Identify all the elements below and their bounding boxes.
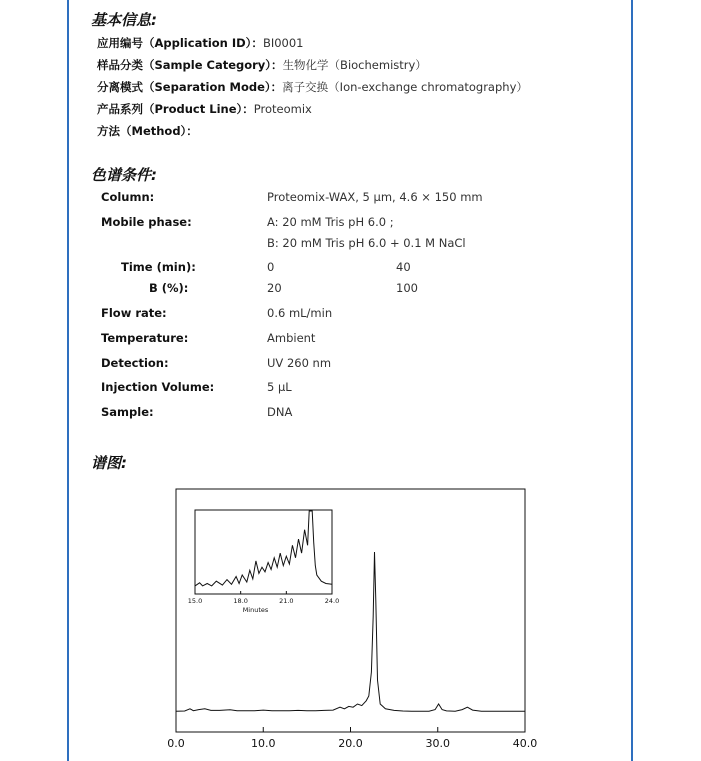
temperature-value: Ambient — [267, 331, 316, 345]
main-x-tick-label: 20.0 — [338, 737, 363, 750]
basic-info-title: 基本信息: — [91, 11, 157, 29]
info-key: 应用编号（Application ID）： — [97, 36, 263, 50]
detection-value: UV 260 nm — [267, 356, 332, 370]
time-end: 40 — [396, 260, 411, 274]
column-label: Column: — [101, 190, 155, 204]
b-percent-start: 20 — [267, 281, 282, 295]
injection-volume-label: Injection Volume: — [101, 380, 215, 394]
info-value: 生物化学（Biochemistry） — [282, 58, 427, 72]
main-x-tick-label: 10.0 — [251, 737, 276, 750]
info-value: Proteomix — [253, 102, 312, 116]
info-value: BI0001 — [262, 36, 304, 50]
time-label: Time (min): — [121, 260, 196, 274]
inset-x-tick-label: 18.0 — [233, 597, 248, 605]
inset-x-tick-label: 21.0 — [279, 597, 294, 605]
detection-label: Detection: — [101, 356, 169, 370]
main-x-tick-label: 0.0 — [167, 737, 185, 750]
flow-rate-value: 0.6 mL/min — [267, 306, 333, 320]
time-start: 0 — [267, 260, 275, 274]
inset-x-tick-label: 24.0 — [324, 597, 340, 605]
b-percent-end: 100 — [396, 281, 418, 295]
chromatogram-title: 谱图: — [91, 454, 127, 472]
info-key: 样品分类（Sample Category）： — [97, 58, 283, 72]
flow-rate-label: Flow rate: — [101, 306, 167, 320]
inset-x-tick-label: 15.0 — [187, 597, 203, 605]
column-value: Proteomix-WAX, 5 μm, 4.6 × 150 mm — [267, 190, 483, 204]
info-key: 方法（Method）： — [97, 124, 198, 138]
mobile-phase-a-value: A: 20 mM Tris pH 6.0 ; — [267, 215, 394, 229]
injection-volume-value: 5 μL — [267, 380, 292, 394]
mobile-phase-b-value: B: 20 mM Tris pH 6.0 + 0.1 M NaCl — [267, 236, 466, 250]
temperature-label: Temperature: — [101, 331, 189, 345]
b-percent-label: B (%): — [149, 281, 189, 295]
sample-value: DNA — [267, 405, 293, 419]
sample-label: Sample: — [101, 405, 154, 419]
info-key: 分离模式（Separation Mode）： — [97, 80, 283, 94]
inset-x-axis-label: Minutes — [242, 606, 269, 614]
mobile-phase-label: Mobile phase: — [101, 215, 192, 229]
main-x-tick-label: 30.0 — [425, 737, 450, 750]
info-key: 产品系列（Product Line）： — [97, 102, 254, 116]
conditions-title: 色谱条件: — [91, 166, 157, 184]
main-x-axis — [167, 727, 537, 750]
main-x-tick-label: 40.0 — [512, 737, 538, 750]
info-value: 离子交换（Ion-exchange chromatography） — [282, 80, 528, 94]
